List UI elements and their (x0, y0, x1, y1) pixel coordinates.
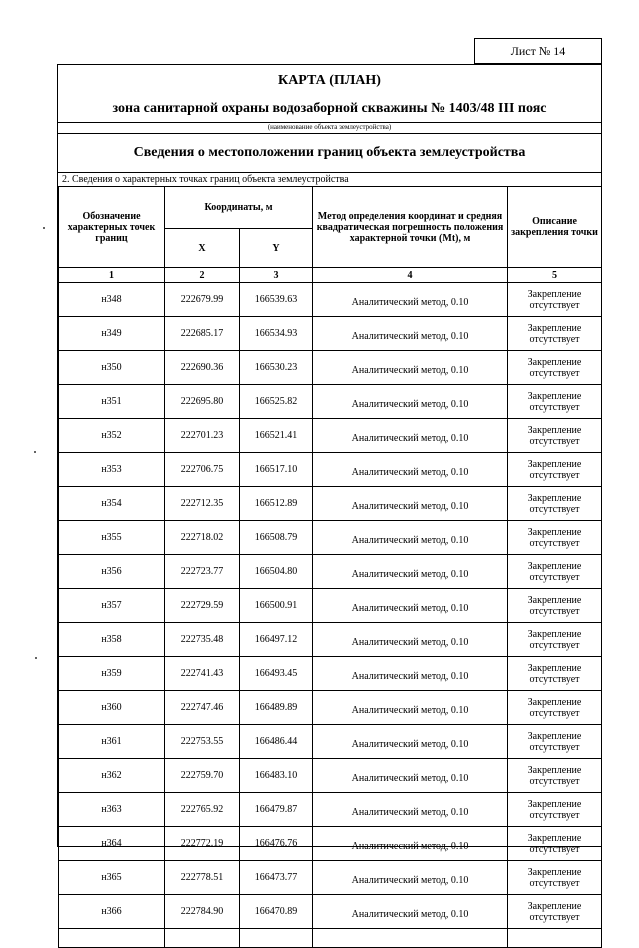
y-cell: 166497.12 (240, 623, 313, 657)
method-cell: Аналитический метод, 0.10 (313, 351, 508, 385)
point-cell: н360 (59, 691, 165, 725)
x-cell: 222729.59 (165, 589, 240, 623)
table-row (59, 759, 602, 793)
table-row (59, 283, 602, 317)
table-row (59, 623, 602, 657)
table-row (59, 793, 602, 827)
x-cell: 222706.75 (165, 453, 240, 487)
point-cell: н365 (59, 861, 165, 895)
section-heading: Сведения о местоположении границ объекта землеустройства (133, 145, 526, 160)
document-title: КАРТА (ПЛАН) (278, 73, 381, 88)
scan-speck (35, 657, 37, 659)
y-cell: 166500.91 (240, 589, 313, 623)
x-cell: 222695.80 (165, 385, 240, 419)
sheet-number-box (474, 38, 602, 64)
y-cell: 166508.79 (240, 521, 313, 555)
y-cell: 166521.41 (240, 419, 313, 453)
y-cell: 166486.44 (240, 725, 313, 759)
fixing-cell: Закрепление отсутствует (508, 453, 602, 487)
x-cell: 222685.17 (165, 317, 240, 351)
point-cell: н348 (59, 283, 165, 317)
y-cell: 166479.87 (240, 793, 313, 827)
method-cell: Аналитический метод, 0.10 (313, 861, 508, 895)
fixing-cell: Закрепление отсутствует (508, 793, 602, 827)
fixing-cell: Закрепление отсутствует (508, 623, 602, 657)
fixing-cell: Закрепление отсутствует (508, 317, 602, 351)
y-cell: 166534.93 (240, 317, 313, 351)
x-cell: 222712.35 (165, 487, 240, 521)
fixing-cell: Закрепление отсутствует (508, 555, 602, 589)
fixing-cell: Закрепление отсутствует (508, 725, 602, 759)
object-caption: (наименование объекта землеустройства) (267, 123, 392, 131)
point-cell: н355 (59, 521, 165, 555)
table-row-empty (59, 929, 602, 948)
document-subtitle: зона санитарной охраны водозаборной скважины № 1403/48 III пояс (112, 101, 547, 116)
fixing-cell: Закрепление отсутствует (508, 827, 602, 861)
empty-cell (508, 929, 602, 948)
table-row (59, 895, 602, 929)
method-cell: Аналитический метод, 0.10 (313, 895, 508, 929)
x-cell: 222765.92 (165, 793, 240, 827)
y-cell: 166512.89 (240, 487, 313, 521)
col-header-point: Обозначение характерных точек границ (59, 187, 165, 268)
method-cell: Аналитический метод, 0.10 (313, 793, 508, 827)
sheet-number: Лист № 14 (510, 43, 566, 58)
empty-cell (313, 929, 508, 948)
x-cell: 222690.36 (165, 351, 240, 385)
document-frame (57, 64, 602, 923)
point-cell: н356 (59, 555, 165, 589)
table-row (59, 521, 602, 555)
y-cell: 166470.89 (240, 895, 313, 929)
fixing-cell: Закрепление отсутствует (508, 759, 602, 793)
point-cell: н351 (59, 385, 165, 419)
col-number: 2 (165, 268, 240, 283)
x-cell: 222784.90 (165, 895, 240, 929)
divider-line (58, 133, 601, 134)
scan-speck (34, 451, 36, 453)
method-cell: Аналитический метод, 0.10 (313, 657, 508, 691)
col-header-coords: Координаты, м (165, 187, 313, 229)
point-cell: н357 (59, 589, 165, 623)
y-cell: 166483.10 (240, 759, 313, 793)
y-cell: 166489.89 (240, 691, 313, 725)
fixing-cell: Закрепление отсутствует (508, 487, 602, 521)
x-cell: 222741.43 (165, 657, 240, 691)
fixing-cell: Закрепление отсутствует (508, 385, 602, 419)
fixing-cell: Закрепление отсутствует (508, 589, 602, 623)
col-number: 4 (313, 268, 508, 283)
x-cell: 222723.77 (165, 555, 240, 589)
x-cell: 222759.70 (165, 759, 240, 793)
point-cell: н350 (59, 351, 165, 385)
col-header-fixing: Описание закрепления точки (508, 187, 602, 268)
point-cell: н352 (59, 419, 165, 453)
empty-cell (59, 929, 165, 948)
col-number: 1 (59, 268, 165, 283)
y-cell: 166473.77 (240, 861, 313, 895)
point-cell: н359 (59, 657, 165, 691)
divider-line (58, 172, 601, 173)
method-cell: Аналитический метод, 0.10 (313, 691, 508, 725)
y-cell: 166530.23 (240, 351, 313, 385)
point-cell: н362 (59, 759, 165, 793)
method-cell: Аналитический метод, 0.10 (313, 827, 508, 861)
method-cell: Аналитический метод, 0.10 (313, 623, 508, 657)
fixing-cell: Закрепление отсутствует (508, 691, 602, 725)
table-row (59, 827, 602, 861)
method-cell: Аналитический метод, 0.10 (313, 589, 508, 623)
table-row (59, 351, 602, 385)
fixing-cell: Закрепление отсутствует (508, 283, 602, 317)
fixing-cell: Закрепление отсутствует (508, 861, 602, 895)
fixing-cell: Закрепление отсутствует (508, 895, 602, 929)
table-row (59, 555, 602, 589)
table-row (59, 589, 602, 623)
method-cell: Аналитический метод, 0.10 (313, 385, 508, 419)
table-row (59, 487, 602, 521)
table-row (59, 725, 602, 759)
point-cell: н353 (59, 453, 165, 487)
points-table (58, 186, 602, 948)
y-cell: 166476.76 (240, 827, 313, 861)
col-header-x: X (165, 229, 240, 268)
table-row (59, 691, 602, 725)
y-cell: 166525.82 (240, 385, 313, 419)
table-row (59, 861, 602, 895)
method-cell: Аналитический метод, 0.10 (313, 487, 508, 521)
point-cell: н349 (59, 317, 165, 351)
point-cell: н364 (59, 827, 165, 861)
col-header-method: Метод определения координат и средняя квадратическая погрешность положения характерной точки (Mt), м (313, 187, 508, 268)
method-cell: Аналитический метод, 0.10 (313, 521, 508, 555)
point-cell: н363 (59, 793, 165, 827)
method-cell: Аналитический метод, 0.10 (313, 725, 508, 759)
empty-cell (165, 929, 240, 948)
x-cell: 222701.23 (165, 419, 240, 453)
method-cell: Аналитический метод, 0.10 (313, 453, 508, 487)
table-row (59, 317, 602, 351)
col-header-y: Y (240, 229, 313, 268)
y-cell: 166517.10 (240, 453, 313, 487)
empty-cell (240, 929, 313, 948)
x-cell: 222679.99 (165, 283, 240, 317)
point-cell: н354 (59, 487, 165, 521)
section-label: 2. Сведения о характерных точках границ объекта землеустройства (62, 174, 349, 185)
fixing-cell: Закрепление отсутствует (508, 419, 602, 453)
col-number: 5 (508, 268, 602, 283)
point-cell: н366 (59, 895, 165, 929)
x-cell: 222735.48 (165, 623, 240, 657)
method-cell: Аналитический метод, 0.10 (313, 283, 508, 317)
x-cell: 222718.02 (165, 521, 240, 555)
y-cell: 166493.45 (240, 657, 313, 691)
col-number: 3 (240, 268, 313, 283)
point-cell: н361 (59, 725, 165, 759)
y-cell: 166539.63 (240, 283, 313, 317)
method-cell: Аналитический метод, 0.10 (313, 759, 508, 793)
method-cell: Аналитический метод, 0.10 (313, 317, 508, 351)
x-cell: 222747.46 (165, 691, 240, 725)
method-cell: Аналитический метод, 0.10 (313, 555, 508, 589)
x-cell: 222753.55 (165, 725, 240, 759)
x-cell: 222778.51 (165, 861, 240, 895)
table-row (59, 453, 602, 487)
method-cell: Аналитический метод, 0.10 (313, 419, 508, 453)
fixing-cell: Закрепление отсутствует (508, 521, 602, 555)
point-cell: н358 (59, 623, 165, 657)
y-cell: 166504.80 (240, 555, 313, 589)
scan-speck (43, 227, 45, 229)
fixing-cell: Закрепление отсутствует (508, 657, 602, 691)
table-row (59, 385, 602, 419)
fixing-cell: Закрепление отсутствует (508, 351, 602, 385)
table-row (59, 419, 602, 453)
x-cell: 222772.19 (165, 827, 240, 861)
table-row (59, 657, 602, 691)
